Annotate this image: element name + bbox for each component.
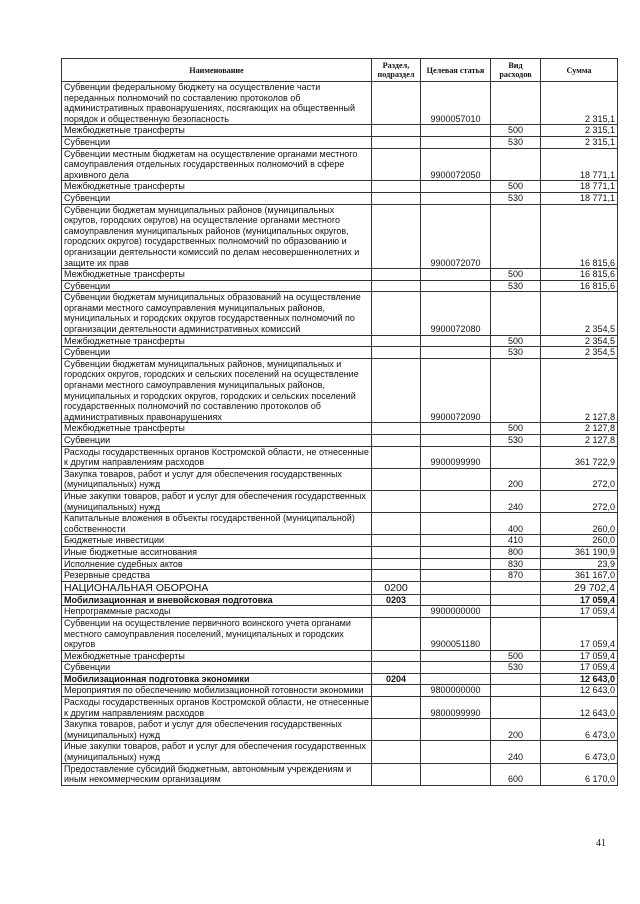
cell-type: [491, 446, 541, 468]
cell-sum: 17 059,4: [541, 662, 618, 674]
cell-section: 0200: [372, 581, 421, 594]
cell-type: [491, 606, 541, 618]
cell-type: [491, 594, 541, 606]
cell-section: [372, 617, 421, 650]
cell-name: Субвенции: [62, 280, 372, 292]
cell-name: Субвенции бюджетам муниципальных районов (муниципальных округов, городских округов) на осуществление органами местного самоуправления муниципальных районов (муниципальных округов, городских округов) государственных полномочий по образованию и организации деятельности комиссий по делам несовершеннолетних и защите их прав: [62, 204, 372, 269]
table-row: [62, 617, 618, 650]
cell-name: Резервные средства: [62, 570, 372, 582]
cell-type: 240: [491, 490, 541, 512]
cell-sum: 272,0: [541, 490, 618, 512]
table-header-row: [62, 59, 618, 82]
cell-type: 600: [491, 763, 541, 785]
cell-sum: 17 059,4: [541, 606, 618, 618]
cell-section: [372, 650, 421, 662]
cell-target: [421, 546, 491, 558]
table-row: [62, 606, 618, 618]
cell-name: Межбюджетные трансферты: [62, 423, 372, 435]
cell-type: 530: [491, 192, 541, 204]
cell-section: [372, 204, 421, 269]
header-section: Раздел, подраздел: [372, 59, 421, 82]
cell-name: Закупка товаров, работ и услуг для обеспечения государственных (муниципальных) нужд: [62, 719, 372, 741]
cell-target: [421, 280, 491, 292]
cell-name: Иные закупки товаров, работ и услуг для обеспечения государственных (муниципальных) нужд: [62, 741, 372, 763]
cell-type: 800: [491, 546, 541, 558]
header-type: Вид расходов: [491, 59, 541, 82]
cell-section: [372, 269, 421, 281]
cell-type: 830: [491, 558, 541, 570]
cell-name: Мобилизационная и вневойсковая подготовка: [62, 594, 372, 606]
table-row: [62, 148, 618, 181]
cell-name: Межбюджетные трансферты: [62, 181, 372, 193]
cell-section: [372, 358, 421, 423]
cell-target: [421, 347, 491, 359]
cell-name: Мобилизационная подготовка экономики: [62, 673, 372, 685]
cell-sum: 17 059,4: [541, 594, 618, 606]
cell-section: [372, 280, 421, 292]
cell-target: 9900000000: [421, 606, 491, 618]
cell-type: 530: [491, 136, 541, 148]
cell-name: Субвенции: [62, 347, 372, 359]
cell-type: [491, 358, 541, 423]
cell-target: [421, 763, 491, 785]
cell-section: [372, 435, 421, 447]
cell-name: Субвенции: [62, 192, 372, 204]
cell-type: [491, 82, 541, 125]
cell-name: Мероприятия по обеспечению мобилизационной готовности экономики: [62, 685, 372, 697]
cell-sum: 12 643,0: [541, 697, 618, 719]
cell-target: [421, 335, 491, 347]
cell-target: 9900099990: [421, 446, 491, 468]
cell-type: 870: [491, 570, 541, 582]
cell-sum: 17 059,4: [541, 650, 618, 662]
cell-sum: 272,0: [541, 468, 618, 490]
cell-name: Межбюджетные трансферты: [62, 125, 372, 137]
cell-section: [372, 606, 421, 618]
table-row: [62, 513, 618, 535]
table-body: [62, 82, 618, 786]
cell-type: 200: [491, 468, 541, 490]
cell-sum: 18 771,1: [541, 192, 618, 204]
cell-section: [372, 697, 421, 719]
cell-target: [421, 650, 491, 662]
cell-type: 500: [491, 423, 541, 435]
cell-name: Субвенции местным бюджетам на осуществление органами местного самоуправления отдельных государственных полномочий в сфере архивного дела: [62, 148, 372, 181]
table-row: [62, 558, 618, 570]
cell-name: Иные закупки товаров, работ и услуг для обеспечения государственных (муниципальных) нужд: [62, 490, 372, 512]
cell-section: [372, 181, 421, 193]
cell-target: 9900072070: [421, 204, 491, 269]
cell-type: [491, 292, 541, 335]
cell-sum: 2 315,1: [541, 136, 618, 148]
cell-section: [372, 335, 421, 347]
budget-table: [61, 58, 618, 786]
cell-section: [372, 468, 421, 490]
cell-type: 530: [491, 662, 541, 674]
cell-sum: 17 059,4: [541, 617, 618, 650]
cell-name: Расходы государственных органов Костромской области, не отнесенные к другим направлениям расходов: [62, 446, 372, 468]
cell-section: [372, 570, 421, 582]
table-row: [62, 490, 618, 512]
cell-type: [491, 617, 541, 650]
cell-target: 9900072050: [421, 148, 491, 181]
table-row: [62, 136, 618, 148]
cell-target: [421, 594, 491, 606]
table-row: [62, 570, 618, 582]
cell-section: [372, 535, 421, 547]
cell-name: Расходы государственных органов Костромской области, не отнесенные к другим направлениям расходов: [62, 697, 372, 719]
cell-sum: 12 643,0: [541, 685, 618, 697]
cell-type: 500: [491, 125, 541, 137]
cell-type: 500: [491, 181, 541, 193]
cell-section: [372, 513, 421, 535]
cell-target: [421, 581, 491, 594]
cell-type: [491, 697, 541, 719]
cell-type: [491, 148, 541, 181]
cell-sum: 2 354,5: [541, 347, 618, 359]
cell-type: 500: [491, 335, 541, 347]
cell-target: [421, 136, 491, 148]
cell-section: [372, 719, 421, 741]
cell-name: Субвенции: [62, 662, 372, 674]
cell-name: Межбюджетные трансферты: [62, 650, 372, 662]
cell-section: [372, 741, 421, 763]
cell-name: Субвенции бюджетам муниципальных районов, муниципальных и городских округов, городских и сельских поселений на осуществление органами местного самоуправления муниципальных районов, муниципальных и городских округов, городских и сельских поселений государственных полномочий по составлению протоколов об административных правонарушениях: [62, 358, 372, 423]
cell-type: [491, 673, 541, 685]
cell-name: НАЦИОНАЛЬНАЯ ОБОРОНА: [62, 581, 372, 594]
table-row: [62, 763, 618, 785]
table-row: [62, 446, 618, 468]
cell-type: 500: [491, 269, 541, 281]
cell-sum: 260,0: [541, 535, 618, 547]
header-name: Наименование: [62, 59, 372, 82]
table-row: [62, 685, 618, 697]
cell-section: [372, 546, 421, 558]
table-row: [62, 280, 618, 292]
cell-sum: 16 815,6: [541, 269, 618, 281]
cell-name: Бюджетные инвестиции: [62, 535, 372, 547]
cell-target: [421, 673, 491, 685]
table-row: [62, 347, 618, 359]
table-row: [62, 546, 618, 558]
cell-section: [372, 136, 421, 148]
cell-name: Субвенции: [62, 435, 372, 447]
cell-sum: 2 127,8: [541, 423, 618, 435]
cell-name: Субвенции: [62, 136, 372, 148]
cell-section: 0203: [372, 594, 421, 606]
cell-type: 400: [491, 513, 541, 535]
cell-target: [421, 192, 491, 204]
cell-target: [421, 558, 491, 570]
cell-target: [421, 435, 491, 447]
cell-section: [372, 423, 421, 435]
cell-target: [421, 125, 491, 137]
cell-name: Межбюджетные трансферты: [62, 335, 372, 347]
cell-section: [372, 125, 421, 137]
table-row: [62, 335, 618, 347]
cell-name: Предоставление субсидий бюджетным, автономным учреждениям и иным некоммерческим организациям: [62, 763, 372, 785]
cell-name: Субвенции бюджетам муниципальных образований на осуществление органами местного самоуправления муниципальных районов, муниципальных и городских округов государственных полномочий по организации деятельности административных комиссий: [62, 292, 372, 335]
table-row: [62, 581, 618, 594]
cell-section: [372, 292, 421, 335]
cell-name: Исполнение судебных актов: [62, 558, 372, 570]
cell-target: 9900072090: [421, 358, 491, 423]
table-row: [62, 181, 618, 193]
table-row: [62, 741, 618, 763]
cell-sum: 361 167,0: [541, 570, 618, 582]
cell-target: 9800000000: [421, 685, 491, 697]
cell-name: Закупка товаров, работ и услуг для обеспечения государственных (муниципальных) нужд: [62, 468, 372, 490]
table-row: [62, 192, 618, 204]
cell-sum: 6 170,0: [541, 763, 618, 785]
cell-target: [421, 513, 491, 535]
cell-type: 240: [491, 741, 541, 763]
cell-sum: 2 127,8: [541, 358, 618, 423]
cell-name: Межбюджетные трансферты: [62, 269, 372, 281]
cell-type: 530: [491, 435, 541, 447]
cell-target: [421, 490, 491, 512]
table-row: [62, 719, 618, 741]
cell-target: [421, 181, 491, 193]
cell-sum: 18 771,1: [541, 181, 618, 193]
cell-target: [421, 269, 491, 281]
cell-type: 530: [491, 347, 541, 359]
header-sum: Сумма: [541, 59, 618, 82]
table-row: [62, 650, 618, 662]
cell-sum: 6 473,0: [541, 741, 618, 763]
cell-sum: 6 473,0: [541, 719, 618, 741]
cell-type: 200: [491, 719, 541, 741]
table-row: [62, 82, 618, 125]
cell-type: [491, 581, 541, 594]
cell-target: 9900051180: [421, 617, 491, 650]
cell-target: [421, 741, 491, 763]
cell-section: [372, 662, 421, 674]
cell-target: 9800099990: [421, 697, 491, 719]
cell-name: Субвенции на осуществление первичного воинского учета органами местного самоуправления поселений, муниципальных и городских округов: [62, 617, 372, 650]
table-row: [62, 358, 618, 423]
cell-type: [491, 685, 541, 697]
cell-type: 410: [491, 535, 541, 547]
cell-type: [491, 204, 541, 269]
table-row: [62, 697, 618, 719]
cell-sum: 2 354,5: [541, 335, 618, 347]
cell-target: 9900057010: [421, 82, 491, 125]
budget-document: [61, 58, 617, 786]
cell-sum: 16 815,6: [541, 280, 618, 292]
cell-sum: 361 190,9: [541, 546, 618, 558]
cell-sum: 361 722,9: [541, 446, 618, 468]
cell-target: [421, 468, 491, 490]
table-row: [62, 535, 618, 547]
cell-section: [372, 347, 421, 359]
cell-target: [421, 662, 491, 674]
cell-target: 9900072080: [421, 292, 491, 335]
cell-target: [421, 570, 491, 582]
cell-section: [372, 446, 421, 468]
cell-section: [372, 685, 421, 697]
cell-type: 530: [491, 280, 541, 292]
cell-section: [372, 763, 421, 785]
cell-name: Иные бюджетные ассигнования: [62, 546, 372, 558]
cell-sum: 2 127,8: [541, 435, 618, 447]
cell-target: [421, 719, 491, 741]
cell-section: [372, 192, 421, 204]
table-row: [62, 594, 618, 606]
cell-section: 0204: [372, 673, 421, 685]
cell-sum: 2 354,5: [541, 292, 618, 335]
cell-sum: 29 702,4: [541, 581, 618, 594]
cell-sum: 16 815,6: [541, 204, 618, 269]
table-row: [62, 673, 618, 685]
table-row: [62, 125, 618, 137]
header-target: Целевая статья: [421, 59, 491, 82]
cell-name: Непрограммные расходы: [62, 606, 372, 618]
table-row: [62, 662, 618, 674]
table-row: [62, 468, 618, 490]
cell-target: [421, 535, 491, 547]
cell-section: [372, 148, 421, 181]
cell-sum: 2 315,1: [541, 125, 618, 137]
cell-type: 500: [491, 650, 541, 662]
cell-sum: 2 315,1: [541, 82, 618, 125]
table-row: [62, 435, 618, 447]
cell-section: [372, 82, 421, 125]
table-row: [62, 204, 618, 269]
cell-name: Капитальные вложения в объекты государственной (муниципальной) собственности: [62, 513, 372, 535]
cell-name: Субвенции федеральному бюджету на осуществление части переданных полномочий по составлению протоколов об административных правонарушениях, посягающих на общественный порядок и общественную безопасность: [62, 82, 372, 125]
page-number: 41: [596, 838, 606, 849]
table-row: [62, 269, 618, 281]
table-row: [62, 292, 618, 335]
cell-sum: 12 643,0: [541, 673, 618, 685]
cell-sum: 23,9: [541, 558, 618, 570]
cell-section: [372, 490, 421, 512]
table-row: [62, 423, 618, 435]
cell-section: [372, 558, 421, 570]
cell-target: [421, 423, 491, 435]
cell-sum: 260,0: [541, 513, 618, 535]
cell-sum: 18 771,1: [541, 148, 618, 181]
